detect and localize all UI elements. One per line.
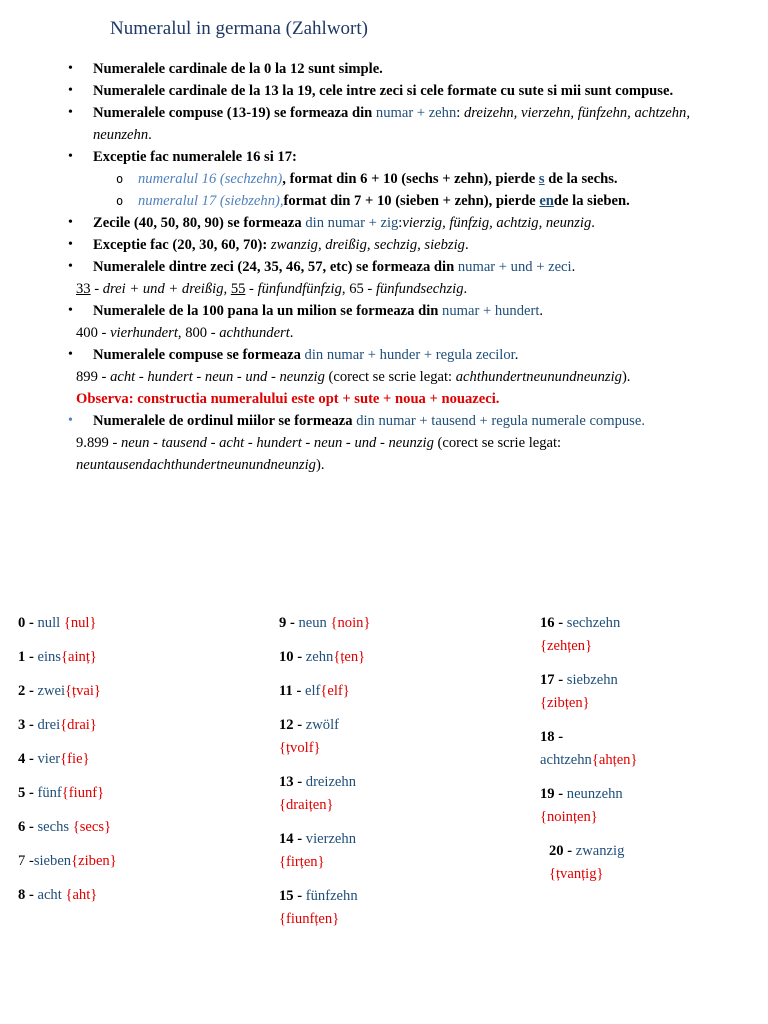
number: 18 xyxy=(540,729,555,745)
number-entry xyxy=(18,748,248,771)
dash: - xyxy=(25,819,38,835)
number: 9 xyxy=(279,615,287,631)
rule-3: • Numeralele compuse (13-19) se formeaza din numar + zehn: dreizehn, vierzehn, fünfzehn, achtzehn, neunzehn. xyxy=(0,102,768,146)
number-entry xyxy=(18,680,248,703)
bullet-icon: • xyxy=(68,347,73,362)
pronunciation: {ainț} xyxy=(60,649,97,665)
word: zwanzig xyxy=(575,843,625,859)
word: fünfzehn xyxy=(305,888,358,904)
word: zwölf xyxy=(305,717,339,733)
rule-2 xyxy=(0,80,768,102)
word: neunzehn xyxy=(566,786,623,802)
sub-text-end: de la sieben. xyxy=(553,193,630,209)
word: null xyxy=(37,615,61,631)
number-entry xyxy=(540,783,740,829)
dash: - xyxy=(554,615,567,631)
pronunciation: {nul} xyxy=(63,615,97,631)
rule-text: Numeralele dintre zeci (24, 35, 46, 57, etc) se formeaza din xyxy=(93,259,458,275)
rule-text: Exceptie fac numeralele 16 si 17: xyxy=(93,149,297,165)
note-close: ). xyxy=(315,457,325,473)
example: - fünfundfünfzig xyxy=(245,281,342,297)
bullet-icon: • xyxy=(68,303,73,318)
bullet-icon: • xyxy=(68,105,73,120)
number: 4 xyxy=(18,751,26,767)
formula: numar + und + zeci xyxy=(457,259,572,275)
pronunciation: {firțen} xyxy=(279,854,325,870)
example-number: 400 - xyxy=(76,325,111,341)
number: 5 xyxy=(18,785,26,801)
note-close: ). xyxy=(621,369,631,385)
number-entry xyxy=(540,612,740,658)
bullet-icon: • xyxy=(68,61,73,76)
number: 19 xyxy=(540,786,555,802)
bullet-icon: • xyxy=(68,149,73,164)
rule-4 xyxy=(0,146,768,212)
formula: din numar + zig xyxy=(305,215,399,231)
number: 2 xyxy=(18,683,26,699)
rules-list xyxy=(0,58,768,476)
dash: - xyxy=(293,717,306,733)
number: 0 xyxy=(18,615,26,631)
examples-line: 33 - drei + und + dreißig, 55 - fünfundfünfzig, 65 - fünfundsechzig. xyxy=(76,281,468,297)
example: vierhundert xyxy=(110,325,178,341)
number: 7 xyxy=(18,853,26,869)
examples: zwanzig, dreißig, sechzig, siebzig xyxy=(270,237,465,253)
number: 1 xyxy=(18,649,26,665)
dash: - xyxy=(554,729,564,745)
number: 3 xyxy=(18,717,26,733)
rule-9: • Numeralele compuse se formeaza din numar + hunder + regula zecilor. 899 - acht - hundert - neun - und - neunzig (corect se scrie legat: achthundertneunundneunzig). Observa: constructia numeralului este opt + sute + noua + nouazeci. xyxy=(0,344,768,410)
example: fünfundsechzig xyxy=(375,281,464,297)
formula: numar + hundert xyxy=(442,303,540,319)
number: 17 xyxy=(540,672,555,688)
exception-16 xyxy=(93,168,728,190)
pronunciation: {țvolf} xyxy=(279,740,321,756)
number: 11 xyxy=(279,683,293,699)
sub-bullet-icon: o xyxy=(116,194,124,208)
pronunciation: {ziben} xyxy=(71,853,117,869)
word: fünf xyxy=(37,785,62,801)
rule-7: • Numeralele dintre zeci (24, 35, 46, 57, etc) se formeaza din numar + und + zeci. 33 - drei + und + dreißig, 55 - fünfundfünfzig, 65 - fünfundsechzig. xyxy=(0,256,768,300)
example: - drei + und + dreißig, xyxy=(90,281,231,297)
rule-text: Numeralele cardinale de la 0 la 12 sunt simple. xyxy=(93,61,383,77)
number-entry xyxy=(18,884,248,907)
column-16-20 xyxy=(540,612,740,897)
formula: numar + zehn xyxy=(375,105,457,121)
number: 20 xyxy=(549,843,564,859)
word: zwei xyxy=(37,683,66,699)
page-title: Numeralul in germana (Zahlwort) xyxy=(110,18,368,39)
number: 15 xyxy=(279,888,294,904)
number: 10 xyxy=(279,649,294,665)
number: 6 xyxy=(18,819,26,835)
dash: - xyxy=(292,683,305,699)
exception-17 xyxy=(93,190,728,212)
rule-6: • Exceptie fac (20, 30, 60, 70): zwanzig, dreißig, sechzig, siebzig. xyxy=(0,234,768,256)
rule-5: • Zecile (40, 50, 80, 90) se formeaza din numar + zig:vierzig, fünfzig, achtzig, neunzig. xyxy=(0,212,768,234)
formula: din numar + tausend + regula numerale compuse. xyxy=(356,413,645,429)
number-entry xyxy=(549,840,740,886)
exception-list xyxy=(93,168,728,212)
word: sechs xyxy=(37,819,70,835)
joined-word: neuntausendachthundertneunundneunzig xyxy=(76,457,316,473)
word: acht xyxy=(37,887,62,903)
column-9-15 xyxy=(279,612,479,942)
examples: vierzig, fünfzig, achtzig, neunzig xyxy=(402,215,592,231)
dash: - xyxy=(554,786,567,802)
pronunciation: {secs} xyxy=(72,819,112,835)
rule-text: Numeralele de la 100 pana la un milion se formeaza din xyxy=(93,303,443,319)
pronunciation: {noin} xyxy=(330,615,371,631)
bullet-icon: • xyxy=(68,83,73,98)
word: sechzehn xyxy=(566,615,621,631)
pronunciation: {elf} xyxy=(320,683,350,699)
note: (corect se scrie legat: xyxy=(433,435,562,451)
examples-line: 400 - vierhundert, 800 - achthundert. xyxy=(76,325,294,341)
number-entry: 7 -sieben{ziben} xyxy=(18,853,117,869)
rule-text: Numeralele cardinale de la 13 la 19, cele intre zeci si cele formate cu sute si mii sunt compuse. xyxy=(93,83,674,99)
pronunciation: {fiunf} xyxy=(61,785,105,801)
pronunciation: {draițen} xyxy=(279,797,334,813)
number: 12 xyxy=(279,717,294,733)
dropped-letter: s xyxy=(538,171,545,187)
dash: - xyxy=(25,683,38,699)
number-entry xyxy=(18,612,248,635)
number-entry xyxy=(279,828,479,874)
formula: din numar + hunder + regula zecilor xyxy=(304,347,515,363)
rule-text: Exceptie fac (20, 30, 60, 70): xyxy=(93,237,271,253)
note: (corect se scrie legat: xyxy=(324,369,456,385)
pronunciation: {zehțen} xyxy=(540,638,593,654)
number-entry xyxy=(18,782,248,805)
example-number: 9.899 - xyxy=(76,435,121,451)
word: dreizehn xyxy=(305,774,357,790)
number: 14 xyxy=(279,831,294,847)
rule-8: • Numeralele de la 100 pana la un milion se formeaza din numar + hundert. 400 - vierhundert, 800 - achthundert. xyxy=(0,300,768,344)
example: neun - tausend - acht - hundert - neun - und - neunzig xyxy=(121,435,434,451)
dash: - xyxy=(25,751,38,767)
joined-word: achthundertneunundneunzig xyxy=(455,369,622,385)
number-entry xyxy=(18,646,248,669)
word: eins xyxy=(37,649,61,665)
observation: Observa: constructia numeralului este opt + sute + noua + nouazeci. xyxy=(76,391,500,407)
rule-10 xyxy=(0,410,768,476)
word: sieben xyxy=(33,853,72,869)
number-entry xyxy=(279,885,479,931)
rule-text: Numeralele compuse (13-19) se formeaza din xyxy=(93,105,376,121)
dash: - xyxy=(293,774,306,790)
examples-line xyxy=(76,432,728,476)
example: achthundert xyxy=(219,325,290,341)
rule-text: Numeralele compuse se formeaza xyxy=(93,347,305,363)
word: drei xyxy=(37,717,61,733)
example-number: , 65 - xyxy=(341,281,376,297)
dropped-letters: en xyxy=(539,193,554,209)
example-number: 33 xyxy=(76,281,91,297)
number-entry xyxy=(18,714,248,737)
dash: - xyxy=(293,831,306,847)
number: 13 xyxy=(279,774,294,790)
bullet-icon: • xyxy=(68,413,73,428)
pronunciation: {noințen} xyxy=(540,809,598,825)
example-number: , 800 - xyxy=(177,325,220,341)
number-entry xyxy=(279,612,479,635)
word: vier xyxy=(37,751,61,767)
dash: - xyxy=(293,888,306,904)
pronunciation: {țvanțig} xyxy=(549,866,604,882)
word: elf xyxy=(304,683,321,699)
bullet-icon: • xyxy=(68,237,73,252)
number-entry xyxy=(540,726,740,772)
pronunciation: {țvai} xyxy=(65,683,101,699)
number-entry xyxy=(279,680,479,703)
number-entry xyxy=(279,646,479,669)
bullet-icon: • xyxy=(68,259,73,274)
dash: - xyxy=(563,843,576,859)
dash: - xyxy=(286,615,299,631)
rule-1 xyxy=(0,58,768,80)
number-entry xyxy=(279,714,479,760)
dash: - xyxy=(25,615,38,631)
pronunciation: {zibțen} xyxy=(540,695,590,711)
term: numeralul 17 (siebzehn), xyxy=(138,193,284,209)
pronunciation: {aht} xyxy=(65,887,98,903)
dash: - xyxy=(554,672,567,688)
number: 8 xyxy=(18,887,26,903)
pronunciation: {drai} xyxy=(60,717,97,733)
examples: dreizehn, vierzehn, fünfzehn, achtzehn, neunzehn xyxy=(93,105,690,143)
pronunciation: {fie} xyxy=(60,751,90,767)
number-entry xyxy=(279,771,479,817)
example-number: 899 - xyxy=(76,369,111,385)
pronunciation: {țen} xyxy=(333,649,366,665)
sub-bullet-icon: o xyxy=(116,172,124,186)
bullet-icon: • xyxy=(68,215,73,230)
pronunciation: {fiunfțen} xyxy=(279,911,340,927)
dash: - xyxy=(25,717,38,733)
example-number: 55 xyxy=(230,281,246,297)
dash: - xyxy=(25,649,38,665)
number: 16 xyxy=(540,615,555,631)
word: zehn xyxy=(305,649,334,665)
number-entry xyxy=(18,816,248,839)
sub-text: format din 7 + 10 (sieben + zehn), pierde xyxy=(283,193,540,209)
sub-text-end: de la sechs. xyxy=(544,171,618,187)
example: acht - hundert - neun - und - neunzig xyxy=(110,369,325,385)
rule-text: Numeralele de ordinul miilor se formeaza xyxy=(93,413,357,429)
dash: - xyxy=(293,649,306,665)
examples-line xyxy=(76,366,728,388)
term: numeralul 16 (sechzehn) xyxy=(138,171,283,187)
word: vierzehn xyxy=(305,831,357,847)
word: achtzehn xyxy=(540,752,592,768)
rule-text: Zecile (40, 50, 80, 90) se formeaza xyxy=(93,215,306,231)
sub-text: , format din 6 + 10 (sechs + zehn), pierde xyxy=(282,171,539,187)
word: neun xyxy=(298,615,327,631)
word: siebzehn xyxy=(566,672,618,688)
pronunciation: {ahțen} xyxy=(591,752,638,768)
column-0-8 xyxy=(18,612,248,918)
dash: - xyxy=(25,785,38,801)
number-entry xyxy=(540,669,740,715)
dash: - xyxy=(25,887,38,903)
